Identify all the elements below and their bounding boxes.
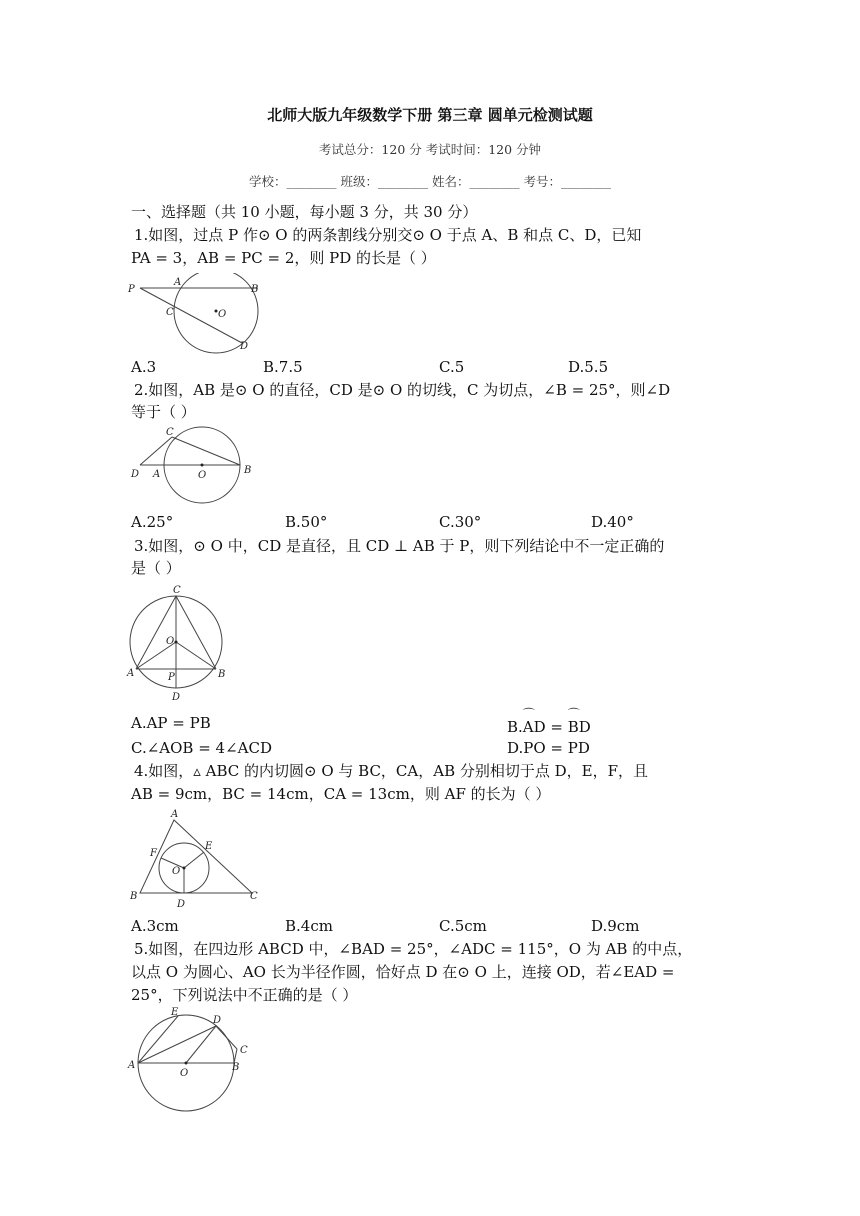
q3-option-c: C.∠AOB = 4∠ACD: [131, 739, 272, 757]
q3-option-d: D.PO = PD: [507, 739, 590, 757]
q2-label-c: C: [166, 427, 174, 438]
q1-option-b: B.7.5: [263, 358, 303, 376]
q3-option-b-prefix: B.: [507, 718, 523, 736]
q4-option-c: C.5cm: [439, 917, 487, 935]
q3-option-b: [507, 718, 591, 736]
q5-label-a: A: [128, 1060, 136, 1071]
q3-label-a: A: [127, 668, 135, 679]
q3-label-d: D: [172, 692, 181, 703]
q3-label-p: P: [168, 672, 175, 683]
q2-label-b: B: [244, 465, 252, 476]
q1-figure: [124, 273, 274, 358]
q5-label-o: O: [180, 1068, 189, 1079]
q4-line2: AB = 9cm，BC = 14cm，CA = 13cm，则 AF 的长为（ ）: [131, 785, 551, 803]
q4-label-o: O: [172, 866, 181, 877]
q2-option-b: B.50°: [285, 513, 328, 531]
q4-label-c: C: [250, 891, 258, 902]
q1-option-c: C.5: [439, 358, 465, 376]
q3-label-b: B: [218, 669, 226, 680]
q5-figure: [124, 1006, 254, 1116]
q3-line2: 是（ ）: [131, 559, 181, 577]
q2-option-a: A.25°: [131, 513, 174, 531]
q2-option-c: C.30°: [439, 513, 482, 531]
q1-label-c: C: [166, 307, 174, 318]
q2-label-a: A: [153, 469, 161, 480]
student-fields: 学校：________ 班级：________ 姓名：________ 考号：________: [249, 174, 611, 189]
q1-line2: PA = 3，AB = PC = 2，则 PD 的长是（ ）: [131, 249, 436, 267]
q1-label-d: D: [240, 341, 249, 352]
q4-label-a: A: [171, 809, 179, 820]
q4-line1: 4.如图，▵ ABC 的内切圆⊙ O 与 BC，CA，AB 分别相切于点 D，E，F，且: [134, 762, 649, 780]
q1-option-d: D.5.5: [568, 358, 609, 376]
q2-line2: 等于（ ）: [131, 403, 196, 421]
q4-option-b: B.4cm: [285, 917, 333, 935]
q5-line3: 25°，下列说法中不正确的是（ ）: [131, 986, 358, 1004]
q4-label-b: B: [130, 891, 138, 902]
arc-bd: ⌒ BD: [568, 718, 591, 736]
q2-line1: 2.如图，AB 是⊙ O 的直径，CD 是⊙ O 的切线，C 为切点，∠B = 25°，则∠D: [134, 381, 671, 399]
section-heading: 一、选择题（共 10 小题，每小题 3 分，共 30 分）: [131, 203, 478, 221]
q3-label-c: C: [173, 585, 181, 596]
q5-label-b: B: [232, 1062, 240, 1073]
q5-line2: 以点 O 为圆心、AO 长为半径作圆，恰好点 D 在⊙ O 上，连接 OD，若∠EAD =: [131, 963, 675, 981]
q4-label-f: F: [150, 848, 157, 859]
q5-label-c: C: [240, 1045, 248, 1056]
q4-figure: [124, 806, 269, 910]
q3-option-a: A.AP = PB: [131, 714, 211, 732]
q1-label-o: O: [218, 309, 227, 320]
q1-line1: 1.如图，过点 P 作⊙ O 的两条割线分别交⊙ O 于点 A、B 和点 C、D，已知: [134, 226, 642, 244]
q1-label-p: P: [128, 284, 135, 295]
q3-line1: 3.如图，⊙ O 中，CD 是直径，且 CD ⊥ AB 于 P，则下列结论中不一定正确的: [134, 537, 665, 555]
q5-label-e: E: [171, 1007, 179, 1018]
q2-label-d: D: [131, 469, 140, 480]
exam-info: 考试总分：120 分 考试时间：120 分钟: [318, 142, 542, 157]
q4-option-a: A.3cm: [131, 917, 179, 935]
q4-option-d: D.9cm: [591, 917, 640, 935]
q3-option-b-eq: =: [545, 718, 568, 736]
q1-option-a: A.3: [131, 358, 157, 376]
q2-option-d: D.40°: [591, 513, 634, 531]
page-title: 北师大版九年级数学下册 第三章 圆单元检测试题: [267, 106, 593, 124]
q5-label-d: D: [213, 1015, 222, 1026]
q4-label-e: E: [205, 841, 213, 852]
q2-label-o: O: [198, 470, 207, 481]
q4-label-d: D: [177, 899, 186, 910]
q3-label-o: O: [166, 636, 175, 647]
q3-figure: [124, 582, 236, 706]
arc-ad: ⌒ AD: [523, 718, 546, 736]
q5-line1: 5.如图，在四边形 ABCD 中，∠BAD = 25°，∠ADC = 115°，O 为 AB 的中点，: [134, 940, 693, 958]
q2-figure: [124, 423, 264, 509]
q1-label-a: A: [174, 277, 182, 288]
q1-label-b: B: [251, 284, 259, 295]
